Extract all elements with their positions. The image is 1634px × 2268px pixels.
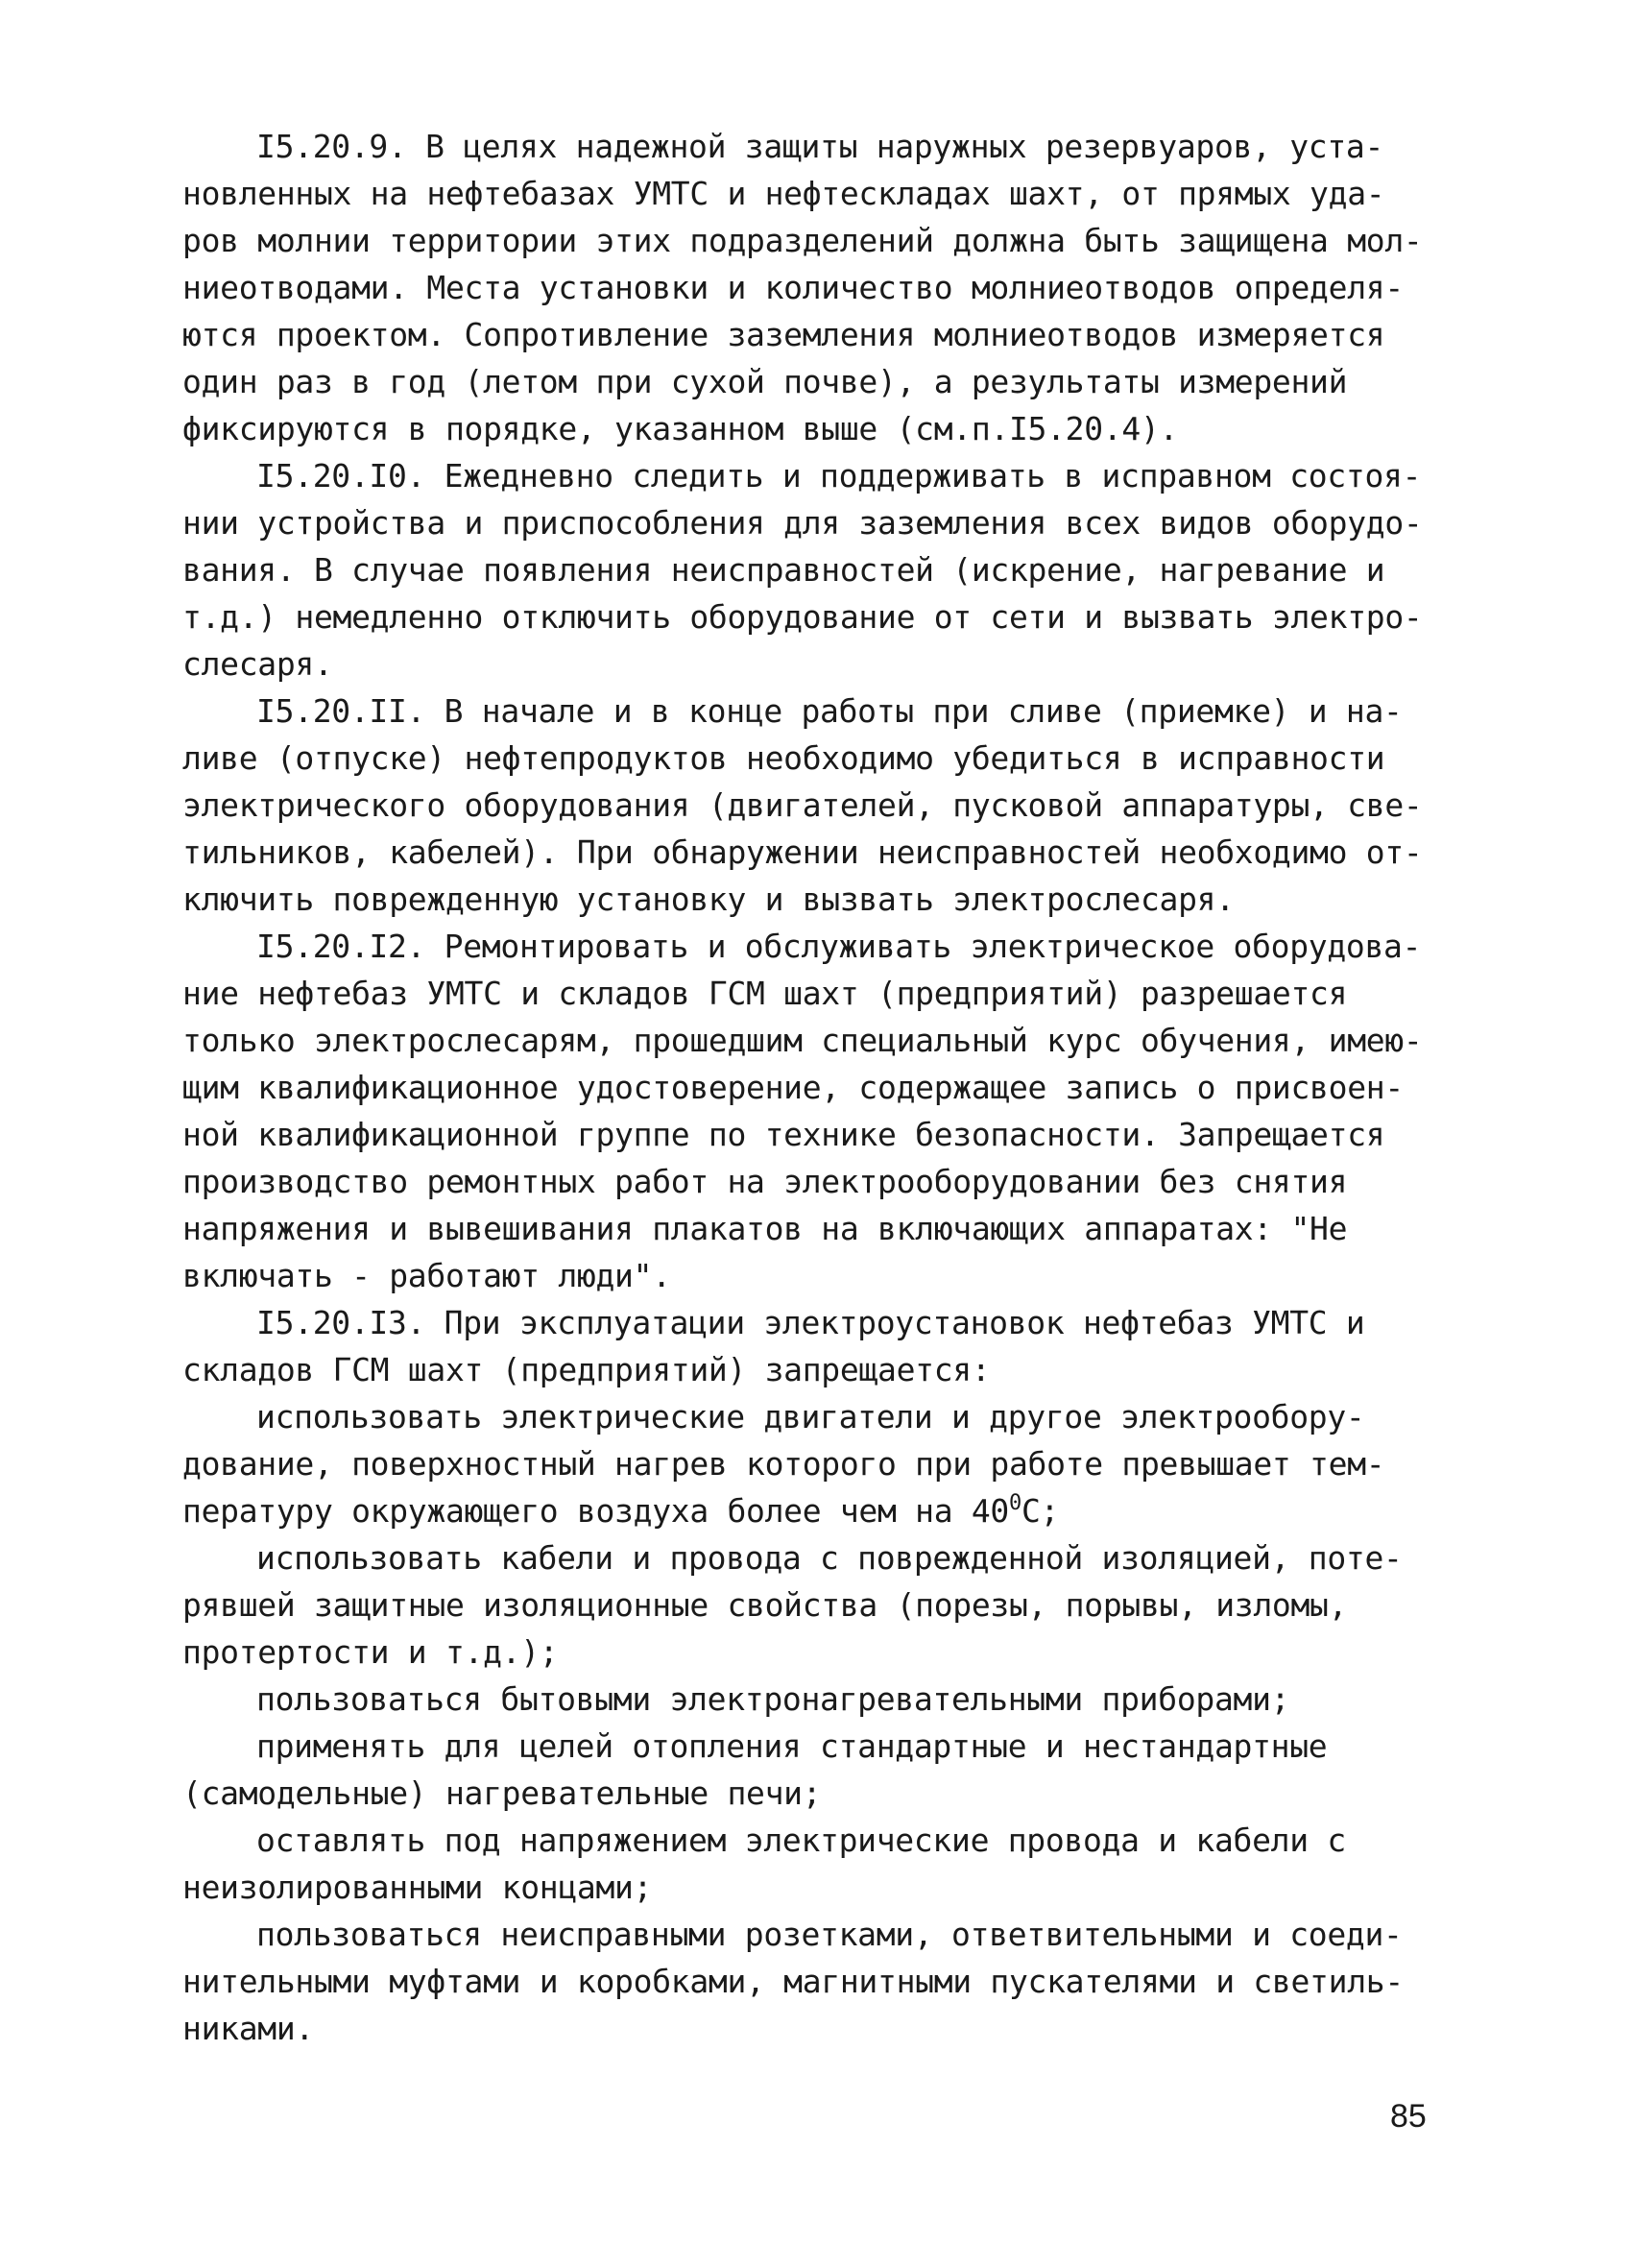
text-line: [182, 1958, 1450, 2005]
text-line: [182, 1064, 1450, 1111]
text-line-content: нии устройства и приспособления для заземления всех видов оборудо-: [182, 504, 1423, 542]
text-line: [182, 1817, 1450, 1864]
text-line-content: никами.: [182, 2010, 314, 2047]
text-line: [182, 1629, 1450, 1676]
text-line-content: щим квалификационное удостоверение, содержащее запись о присвоен-: [182, 1069, 1404, 1106]
text-line: [182, 782, 1450, 829]
text-line-content: ние нефтебаз УМТС и складов ГСМ шахт (предприятий) разрешается: [182, 975, 1348, 1012]
text-line: [182, 1487, 1450, 1534]
text-line: [182, 123, 1450, 170]
text-line: [182, 170, 1450, 217]
page-number: 85: [1390, 2098, 1427, 2135]
text-line-content: ливе (отпуске) нефтепродуктов необходимо убедиться в исправности: [182, 739, 1385, 777]
text-line-content: ются проектом. Сопротивление заземления молниеотводов измеряется: [182, 316, 1385, 353]
text-line: [182, 546, 1450, 593]
text-line-content: ной квалификационной группе по технике безопасности. Запрещается: [182, 1116, 1385, 1153]
text-line-content: пературу окружающего воздуха более чем на 40: [182, 1492, 1009, 1530]
text-line-content: фиксируются в порядке, указанном выше (см.п.I5.20.4).: [182, 410, 1179, 447]
text-line-content: дование, поверхностный нагрев которого при работе превышает тем-: [182, 1445, 1385, 1483]
text-line-content: ключить поврежденную установку и вызвать электрослесаря.: [182, 881, 1235, 918]
text-line: [182, 1911, 1450, 1958]
text-line-content: (самодельные) нагревательные печи;: [182, 1774, 822, 1812]
body-text: [182, 123, 1450, 2052]
text-line: [182, 688, 1450, 735]
text-line-content: вания. В случае появления неисправностей (искрение, нагревание и: [182, 551, 1385, 589]
text-line-content: неизолированными концами;: [182, 1869, 653, 1906]
text-line: [182, 2005, 1450, 2052]
text-line: [182, 452, 1450, 499]
text-line-content: тильников, кабелей). При обнаружении неисправностей необходимо от-: [182, 833, 1423, 871]
text-line: [182, 311, 1450, 358]
text-line-content: применять для целей отопления стандартные и нестандартные: [256, 1727, 1328, 1765]
text-line-content: нительными муфтами и коробками, магнитными пускателями и светиль-: [182, 1963, 1404, 2000]
text-line-content: напряжения и вывешивания плакатов на включающих аппаратах: "Не: [182, 1210, 1348, 1247]
text-line: [182, 1346, 1450, 1393]
text-line: [182, 264, 1450, 311]
text-line: [182, 1581, 1450, 1629]
text-line: [182, 217, 1450, 264]
text-line-content: слесаря.: [182, 645, 333, 683]
text-line: [182, 735, 1450, 782]
superscript: 0: [1008, 1491, 1021, 1515]
text-line-content: производство ремонтных работ на электрооборудовании без снятия: [182, 1163, 1348, 1200]
text-line: [182, 1393, 1450, 1440]
text-line: [182, 1864, 1450, 1911]
text-line-content: I5.20.I2. Ремонтировать и обслуживать электрическое оборудова-: [256, 928, 1422, 965]
text-line-content: использовать кабели и провода с поврежденной изоляцией, поте-: [256, 1539, 1403, 1577]
text-line-suffix: С;: [1021, 1492, 1060, 1530]
text-line-content: только электрослесарям, прошедшим специальный курс обучения, имею-: [182, 1022, 1423, 1059]
text-line-content: ниеотводами. Места установки и количество молниеотводов определя-: [182, 269, 1404, 306]
text-line-content: оставлять под напряжением электрические провода и кабели с: [256, 1822, 1346, 1859]
text-line: [182, 923, 1450, 970]
text-line: [182, 358, 1450, 405]
text-line-content: пользоваться бытовыми электронагревательными приборами;: [256, 1680, 1290, 1718]
text-line: [182, 1299, 1450, 1346]
text-line-content: т.д.) немедленно отключить оборудование от сети и вызвать электро-: [182, 598, 1423, 636]
text-line: [182, 1017, 1450, 1064]
text-line-content: I5.20.II. В начале и в конце работы при сливе (приемке) и на-: [256, 692, 1403, 730]
text-line: [182, 640, 1450, 688]
text-line-content: ров молнии территории этих подразделений должна быть защищена мол-: [182, 222, 1423, 259]
text-line-content: включать - работают люди".: [182, 1257, 671, 1294]
text-line-content: использовать электрические двигатели и другое электрообору-: [256, 1398, 1365, 1436]
text-line: [182, 593, 1450, 640]
text-line: [182, 1770, 1450, 1817]
text-line: [182, 1111, 1450, 1158]
text-line-content: I5.20.I3. При эксплуатации электроустановок нефтебаз УМТС и: [256, 1304, 1365, 1341]
text-line: [182, 405, 1450, 452]
text-line-content: протертости и т.д.);: [182, 1633, 559, 1671]
text-line: [182, 499, 1450, 546]
text-line-content: новленных на нефтебазах УМТС и нефтескладах шахт, от прямых уда-: [182, 175, 1385, 212]
text-line: [182, 970, 1450, 1017]
text-line: [182, 1158, 1450, 1205]
text-line-content: I5.20.9. В целях надежной защиты наружных резервуаров, уста-: [256, 128, 1384, 165]
text-line: [182, 1723, 1450, 1770]
text-line: [182, 1252, 1450, 1299]
text-line: [182, 876, 1450, 923]
text-line-content: складов ГСМ шахт (предприятий) запрещается:: [182, 1351, 991, 1388]
text-line-content: один раз в год (летом при сухой почве), а результаты измерений: [182, 363, 1348, 400]
text-line-content: пользоваться неисправными розетками, ответвительными и соеди-: [256, 1916, 1403, 1953]
text-line: [182, 1205, 1450, 1252]
text-line-content: электрического оборудования (двигателей, пусковой аппаратуры, све-: [182, 786, 1423, 824]
text-line: [182, 1440, 1450, 1487]
text-line: [182, 1676, 1450, 1723]
text-line: [182, 829, 1450, 876]
text-line: [182, 1534, 1450, 1581]
text-line-content: I5.20.I0. Ежедневно следить и поддерживать в исправном состоя-: [256, 457, 1422, 495]
text-line-content: рявшей защитные изоляционные свойства (порезы, порывы, изломы,: [182, 1586, 1348, 1624]
